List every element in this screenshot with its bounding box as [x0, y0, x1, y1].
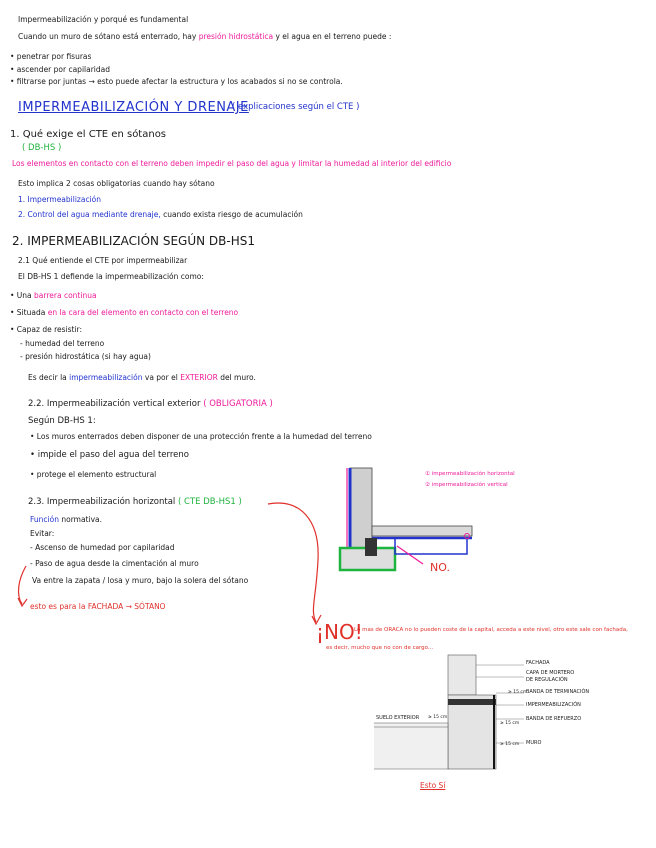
s2-note: esto es para la FACHADA → SÓTANO: [30, 602, 166, 611]
s1-code: ( DB-HS ): [22, 143, 62, 153]
intro-bullet-2: • ascender por capilaridad: [10, 65, 110, 74]
s2-v3: • protege el elemento estructural: [30, 470, 157, 479]
intro-title: Impermeabilización y porqué es fundamental: [18, 15, 189, 24]
sketch-legend-1: ① impermeabilización horizontal: [425, 471, 515, 477]
s2-sub3-tag: ( CTE DB-HS1 ): [177, 497, 242, 507]
s2-esdecir-b: impermeabilización: [69, 373, 143, 382]
detail-label-ground: SUELO EXTERIOR: [376, 715, 420, 721]
s2-e3: Va entre la zapata / losa y muro, bajo la solera del sótano: [32, 576, 249, 585]
s2-sub2-tag: ( OBLIGATORIA ): [203, 399, 273, 409]
s1-item-1: 1. Impermeabilización: [18, 195, 101, 204]
detail-label-wall: MURO: [526, 740, 542, 746]
s2-bullet-3-i: - humedad del terreno: [20, 339, 105, 348]
detail-dim-4: ≥ 15 cm: [500, 742, 520, 747]
intro-bullet-1: • penetrar por fisuras: [10, 52, 92, 61]
detail-ground: [374, 723, 448, 769]
sketch-arrow: [397, 546, 423, 564]
s2-b2-a: • Situada: [10, 308, 46, 317]
s1-title: 1. Qué exige el CTE en sótanos: [10, 129, 167, 140]
s2-evitar: Evitar:: [30, 529, 55, 538]
detail-wall: [448, 695, 496, 769]
s2-title: 2. IMPERMEABILIZACIÓN SEGÚN DB-HS1: [12, 234, 255, 248]
detail-label-facade: FACHADA: [526, 660, 550, 666]
red-arrow-2: [19, 566, 26, 604]
detail-label-membrane: IMPERMEABILIZACIÓN: [526, 702, 581, 708]
red-arrow-1: [268, 503, 318, 622]
s2-esdecir-a: Es decir la: [28, 373, 67, 382]
s2-sub1: 2.1 Qué entiende el CTE por impermeabilizar: [18, 256, 188, 265]
detail-dim-1: ≥ 15 cm: [508, 690, 528, 695]
s2-sub2-text: 2.2. Impermeabilización vertical exterior: [28, 399, 201, 409]
detail-dim-3: ≥ 15 cm: [500, 721, 520, 726]
sketch-no-label: NO.: [430, 561, 450, 574]
s1-pink-rule: Los elementos en contacto con el terreno deben impedir el paso del agua y limitar la humedad al interior del edificio: [12, 159, 452, 168]
detail-dim-2: ≥ 15 cm: [428, 715, 448, 720]
s2-e1: - Ascenso de humedad por capilaridad: [30, 543, 175, 552]
s2-bullet-3-ii: - presión hidrostática (si hay agua): [20, 352, 151, 361]
s2-esdecir-e: del muro.: [220, 373, 256, 382]
s1-item-2-a: 2. Control del agua mediante drenaje,: [18, 210, 161, 219]
s2-b1-a: • Una: [10, 291, 32, 300]
detail-label-mortar-1: CAPA DE MORTERO: [526, 670, 575, 676]
s1-item-2-b: cuando exista riesgo de acumulación: [163, 210, 303, 219]
s2-esdecir-d: EXTERIOR: [180, 373, 218, 382]
s2-e2: - Paso de agua desde la cimentación al muro: [30, 559, 199, 568]
detail-label-termination: BANDA DE TERMINACIÓN: [526, 689, 590, 695]
no-note-text-1: Lo mas de ORACA no lo pueden coste de la capital, acceda a este nivel, otro este sale con fachada,: [354, 627, 628, 633]
no-note-text-2: es decir, mucho que no con de cargo...: [326, 645, 434, 651]
main-subheading: ( explicaciones según el CTE ): [232, 102, 360, 112]
detail-band-top: [448, 699, 496, 705]
sketch-slab: [372, 526, 472, 536]
intro-text-c: y el agua en el terreno puede :: [275, 32, 392, 41]
detail-caption: Esto Sí: [420, 781, 446, 790]
sketch-wall: [350, 468, 372, 548]
s2-bullet-3: • Capaz de resistir:: [10, 325, 83, 334]
intro-text-a: Cuando un muro de sótano está enterrado, hay: [18, 32, 197, 41]
detail-label-mortar-2: DE REGULACIÓN: [526, 677, 568, 683]
s2-esdecir-c: va por el: [144, 373, 178, 382]
s2-b1-b: barrera continua: [34, 291, 97, 300]
s2-b2-b: en la cara del elemento en contacto con el terreno: [47, 308, 239, 317]
s2-def: El DB-HS 1 defiende la impermeabilización como:: [18, 272, 204, 281]
no-big-label: ¡NO!: [316, 620, 363, 644]
intro-highlight: presión hidrostática: [198, 32, 274, 41]
s2-v1: • Los muros enterrados deben disponer de una protección frente a la humedad del terreno: [30, 432, 372, 441]
intro-bullet-3: • filtrarse por juntas → esto puede afectar la estructura y los acabados si no se controla.: [10, 77, 343, 86]
s2-segun: Según DB-HS 1:: [28, 416, 96, 426]
detail-label-reinforcement: BANDA DE REFUERZO: [526, 716, 582, 722]
detail-facade: [448, 655, 476, 695]
s2-funcion-b: normativa.: [61, 515, 102, 524]
sketch-joint: [365, 538, 377, 556]
s2-funcion-a: Función: [30, 515, 59, 524]
main-heading: IMPERMEABILIZACIÓN Y DRENAJE: [18, 100, 249, 115]
s2-sub3-text: 2.3. Impermeabilización horizontal: [28, 497, 176, 507]
s2-v2: • impide el paso del agua del terreno: [30, 450, 189, 460]
sketch-legend-2: ② impermeabilización vertical: [425, 482, 508, 488]
s1-implies: Esto implica 2 cosas obligatorias cuando hay sótano: [18, 179, 215, 188]
